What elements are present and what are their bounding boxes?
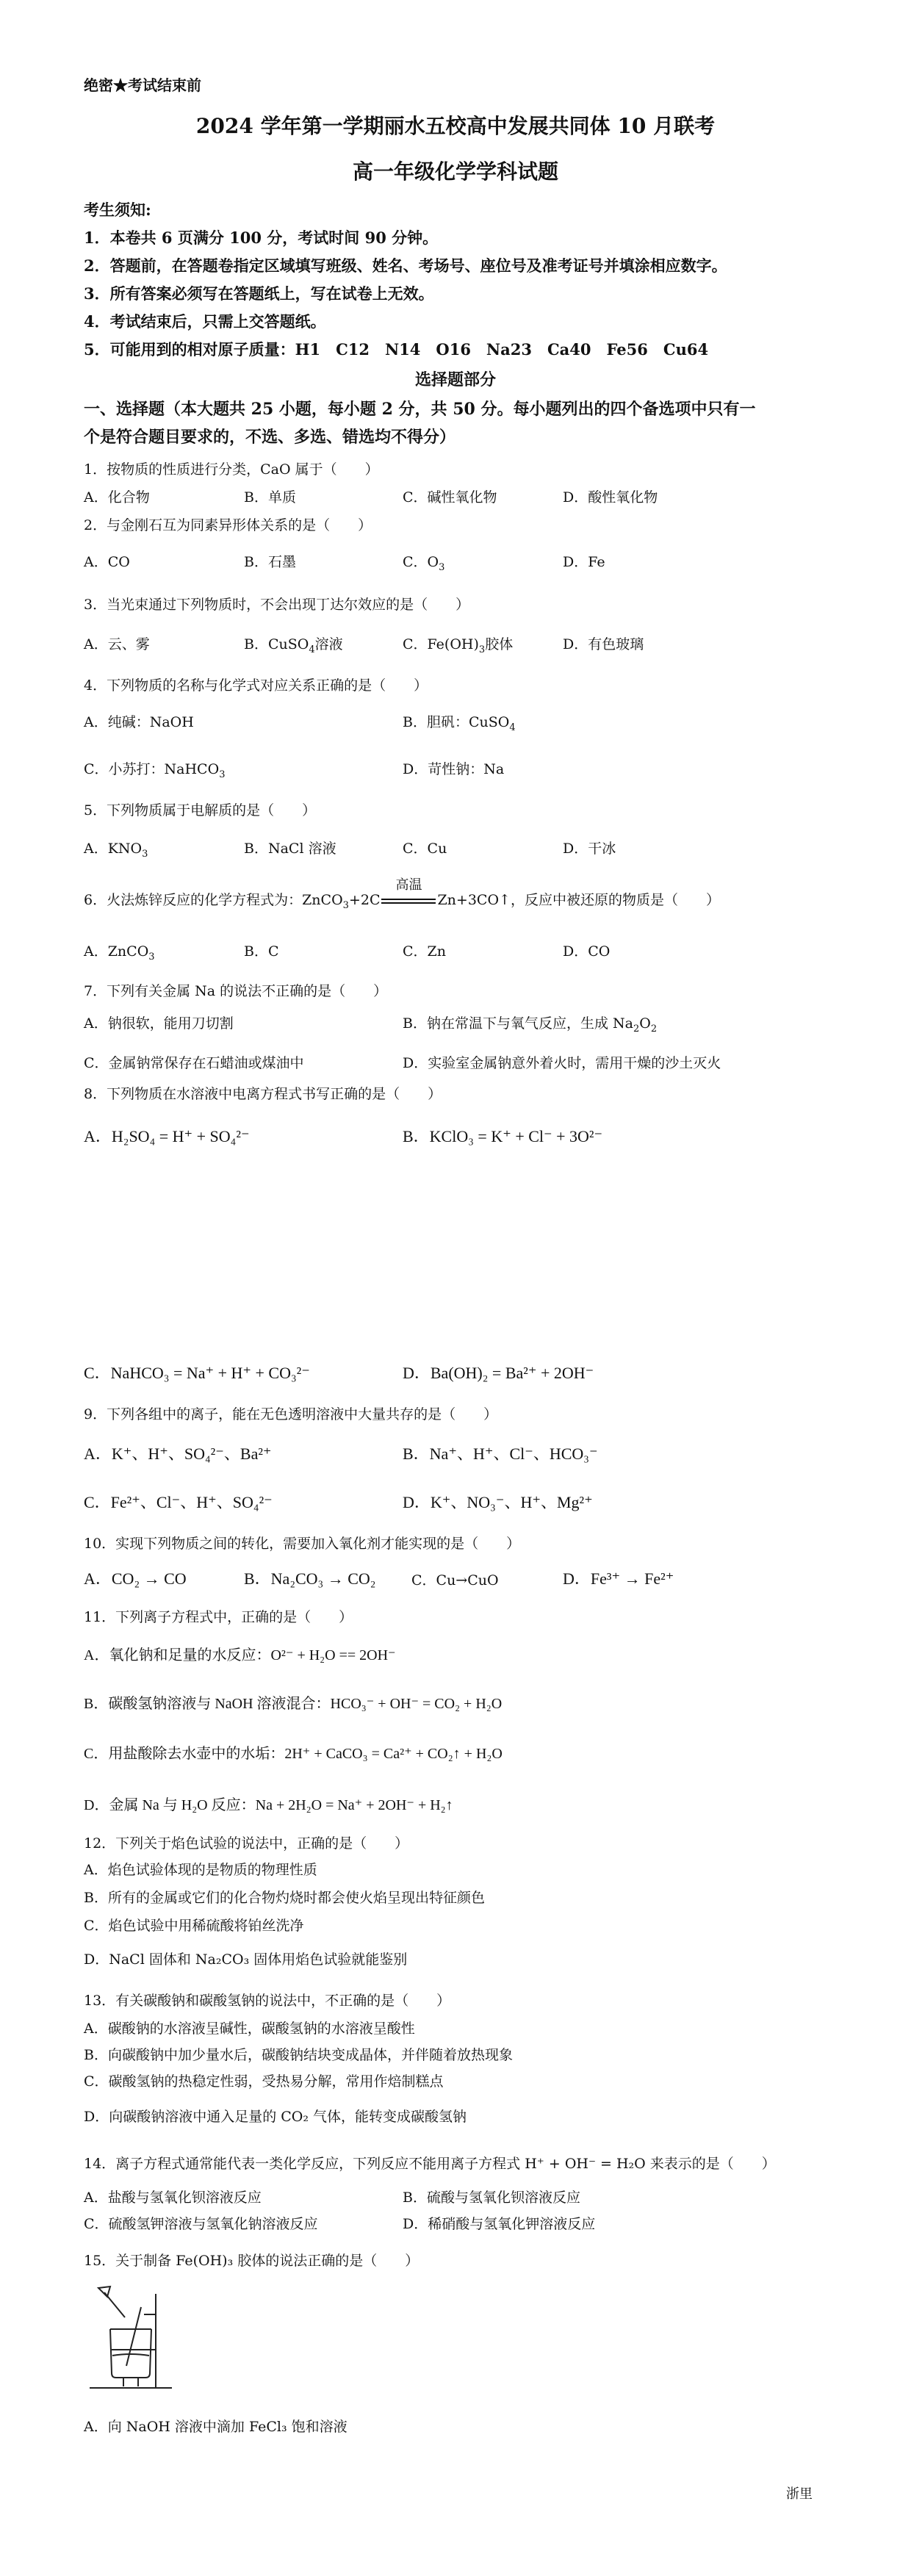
q5-option-d: D．干冰 <box>563 841 616 857</box>
q1-option-a: A．化合物 <box>84 489 150 506</box>
q15-option-a: A．向 NaOH 溶液中滴加 FeCl₃ 饱和溶液 <box>84 2419 348 2435</box>
q7-option-d: D．实验室金属钠意外着火时，需用干燥的沙土灭火 <box>403 1055 721 1071</box>
reaction-condition: 高温 <box>395 877 422 893</box>
q6-option-c: C．Zn <box>403 943 446 960</box>
q2-stem: 2．与金刚石互为同素异形体关系的是（ ） <box>84 517 372 533</box>
q8-option-b: B．KClO₃ = K⁺ + Cl⁻ + 3O²⁻ <box>403 1127 603 1145</box>
q8-option-c: C．NaHCO₃ = Na⁺ + H⁺ + CO₃²⁻ <box>84 1364 310 1382</box>
q7-option-a: A．钠很软，能用刀切割 <box>84 1015 234 1032</box>
q3-stem: 3．当光束通过下列物质时，不会出现丁达尔效应的是（ ） <box>84 597 470 613</box>
q13-option-d: D．向碳酸钠溶液中通入足量的 CO₂ 气体，能转变成碳酸氢钠 <box>84 2109 467 2125</box>
q8-stem: 8．下列物质在水溶液中电离方程式书写正确的是（ ） <box>84 1086 442 1102</box>
q2-option-b: B．石墨 <box>244 554 296 570</box>
q4-option-b: B．胆矾：CuSO$_4$ <box>403 714 516 733</box>
q9-option-a: A．K⁺、H⁺、SO₄²⁻、Ba²⁺ <box>84 1444 272 1463</box>
q5-stem: 5．下列物质属于电解质的是（ ） <box>84 802 317 819</box>
notice-item: 2．答题前，在答题卷指定区域填写班级、姓名、考场号、座位号及准考证号并填涂相应数字。 <box>84 256 727 275</box>
q6-stem: 6．火法炼锌反应的化学方程式为：ZnCO$_3$+2C 高温 Zn+3CO↑，反应中被还原的物质是（ ） <box>84 889 720 911</box>
q6-option-b: B．C <box>244 943 279 960</box>
notice-item: 3．所有答案必须写在答题纸上，写在试卷上无效。 <box>84 284 434 303</box>
q5-option-a: A．$KNO_3$ <box>84 841 148 860</box>
q1-option-b: B．单质 <box>244 489 296 506</box>
q6-option-a: A．ZnCO$_3$ <box>84 943 155 963</box>
q2-option-a: A．CO <box>84 554 130 570</box>
section-instruction: 一、选择题（本大题共 25 小题，每小题 2 分，共 50 分。每小题列出的四个备选项中只有一 <box>84 400 756 419</box>
q10-option-a: A．CO₂ → CO <box>84 1569 187 1588</box>
q4-option-c: C．小苏打：NaHCO$_3$ <box>84 761 226 780</box>
q7-option-b: B．钠在常温下与氧气反应，生成 $Na_2O_2$ <box>403 1015 658 1035</box>
q5-option-b: B．NaCl 溶液 <box>244 841 336 857</box>
q10-option-c: C．Cu→CuO <box>411 1572 499 1589</box>
q3-option-b: B．CuSO$_4$溶液 <box>244 636 343 655</box>
q1-stem: 1．按物质的性质进行分类，CaO 属于（ ） <box>84 461 379 478</box>
apparatus-figure <box>82 2285 178 2395</box>
q12-option-c: C．焰色试验中用稀硫酸将铂丝洗净 <box>84 1918 304 1934</box>
q11-option-d: D．金属 Na 与 H₂O 反应：Na + 2H₂O = Na⁺ + 2OH⁻ + H₂↑ <box>84 1797 453 1813</box>
q11-option-a: A．氧化钠和足量的水反应：O²⁻ + H₂O == 2OH⁻ <box>84 1647 396 1663</box>
q2-option-c: C．$O_3$ <box>403 554 445 573</box>
q9-option-d: D．K⁺、NO₃⁻、H⁺、Mg²⁺ <box>403 1493 593 1511</box>
q4-option-a: A．纯碱：NaOH <box>84 714 194 730</box>
q14-option-c: C．硫酸氢钾溶液与氢氧化钠溶液反应 <box>84 2216 318 2232</box>
secret-label: 绝密★考试结束前 <box>84 76 201 94</box>
footer-mark: 浙里 <box>786 2486 813 2502</box>
q13-option-a: A．碳酸钠的水溶液呈碱性，碳酸氢钠的水溶液呈酸性 <box>84 2021 415 2037</box>
q12-option-b: B．所有的金属或它们的化合物灼烧时都会使火焰呈现出特征颜色 <box>84 1890 485 1906</box>
q7-option-c: C．金属钠常保存在石蜡油或煤油中 <box>84 1055 304 1071</box>
q14-stem: 14．离子方程式通常能代表一类化学反应，下列反应不能用离子方程式 H⁺ + OH⁻ = H₂O 来表示的是（ ） <box>84 2156 776 2172</box>
q9-stem: 9．下列各组中的离子，能在无色透明溶液中大量共存的是（ ） <box>84 1406 498 1422</box>
q10-option-b: B．Na₂CO₃ → CO₂ <box>244 1569 376 1588</box>
notice-item: 4．考试结束后，只需上交答题纸。 <box>84 312 326 331</box>
q13-option-b: B．向碳酸钠中加少量水后，碳酸钠结块变成晶体，并伴随着放热现象 <box>84 2047 513 2063</box>
q15-stem: 15．关于制备 Fe(OH)₃ 胶体的说法正确的是（ ） <box>84 2253 420 2269</box>
q8-option-d: D．Ba(OH)₂ = Ba²⁺ + 2OH⁻ <box>403 1364 594 1382</box>
notice-item: 1．本卷共 6 页满分 100 分，考试时间 90 分钟。 <box>84 229 439 247</box>
notice-heading: 考生须知: <box>84 201 151 219</box>
q3-option-a: A．云、雾 <box>84 636 150 652</box>
q13-option-c: C．碳酸氢钠的热稳定性弱，受热易分解，常用作焙制糕点 <box>84 2073 444 2090</box>
q7-stem: 7．下列有关金属 Na 的说法不正确的是（ ） <box>84 983 388 999</box>
q9-option-b: B．Na⁺、H⁺、Cl⁻、HCO₃⁻ <box>403 1444 598 1463</box>
q8-option-a: A．H₂SO₄ = H⁺ + SO₄²⁻ <box>84 1127 250 1145</box>
q14-option-d: D．稀硝酸与氢氧化钾溶液反应 <box>403 2216 596 2232</box>
q11-option-c: C．用盐酸除去水壶中的水垢：2H⁺ + CaCO₃ = Ca²⁺ + CO₂↑ + H₂O <box>84 1746 503 1762</box>
q3-option-d: D．有色玻璃 <box>563 636 644 652</box>
section-instruction-cont: 个是符合题目要求的，不选、多选、错选均不得分） <box>84 428 456 447</box>
q1-option-c: C．碱性氧化物 <box>403 489 497 506</box>
q12-option-d: D．NaCl 固体和 Na₂CO₃ 固体用焰色试验就能鉴别 <box>84 1951 408 1968</box>
q9-option-c: C．Fe²⁺、Cl⁻、H⁺、SO₄²⁻ <box>84 1493 273 1511</box>
exam-subtitle: 高一年级化学学科试题 <box>352 159 558 184</box>
q1-option-d: D．酸性氧化物 <box>563 489 658 506</box>
q12-stem: 12．下列关于焰色试验的说法中，正确的是（ ） <box>84 1835 409 1852</box>
q10-stem: 10．实现下列物质之间的转化，需要加入氧化剂才能实现的是（ ） <box>84 1536 521 1552</box>
q2-option-d: D．Fe <box>563 554 605 570</box>
q10-option-d: D．Fe³⁺ → Fe²⁺ <box>563 1569 674 1588</box>
q13-stem: 13．有关碳酸钠和碳酸氢钠的说法中，不正确的是（ ） <box>84 1993 451 2009</box>
q3-option-c: C．$Fe(OH)_3$胶体 <box>403 636 514 655</box>
q14-option-b: B．硫酸与氢氧化钡溶液反应 <box>403 2190 580 2206</box>
notice-item: 5．可能用到的相对原子质量：H1 C12 N14 O16 Na23 Ca40 Fe56 Cu64 <box>84 340 709 359</box>
exam-title: 2024 学年第一学期丽水五校高中发展共同体 10 月联考 <box>195 114 716 138</box>
q5-option-c: C．Cu <box>403 841 447 857</box>
q4-option-d: D．苛性钠：Na <box>403 761 505 777</box>
q4-stem: 4．下列物质的名称与化学式对应关系正确的是（ ） <box>84 677 428 694</box>
q6-option-d: D．CO <box>563 943 611 960</box>
q11-option-b: B．碳酸氢钠溶液与 NaOH 溶液混合：HCO₃⁻ + OH⁻ = CO₂ + H₂O <box>84 1696 503 1712</box>
part-title: 选择题部分 <box>414 370 496 389</box>
q12-option-a: A．焰色试验体现的是物质的物理性质 <box>84 1862 317 1878</box>
q11-stem: 11．下列离子方程式中，正确的是（ ） <box>84 1609 353 1625</box>
q14-option-a: A．盐酸与氢氧化钡溶液反应 <box>84 2190 262 2206</box>
